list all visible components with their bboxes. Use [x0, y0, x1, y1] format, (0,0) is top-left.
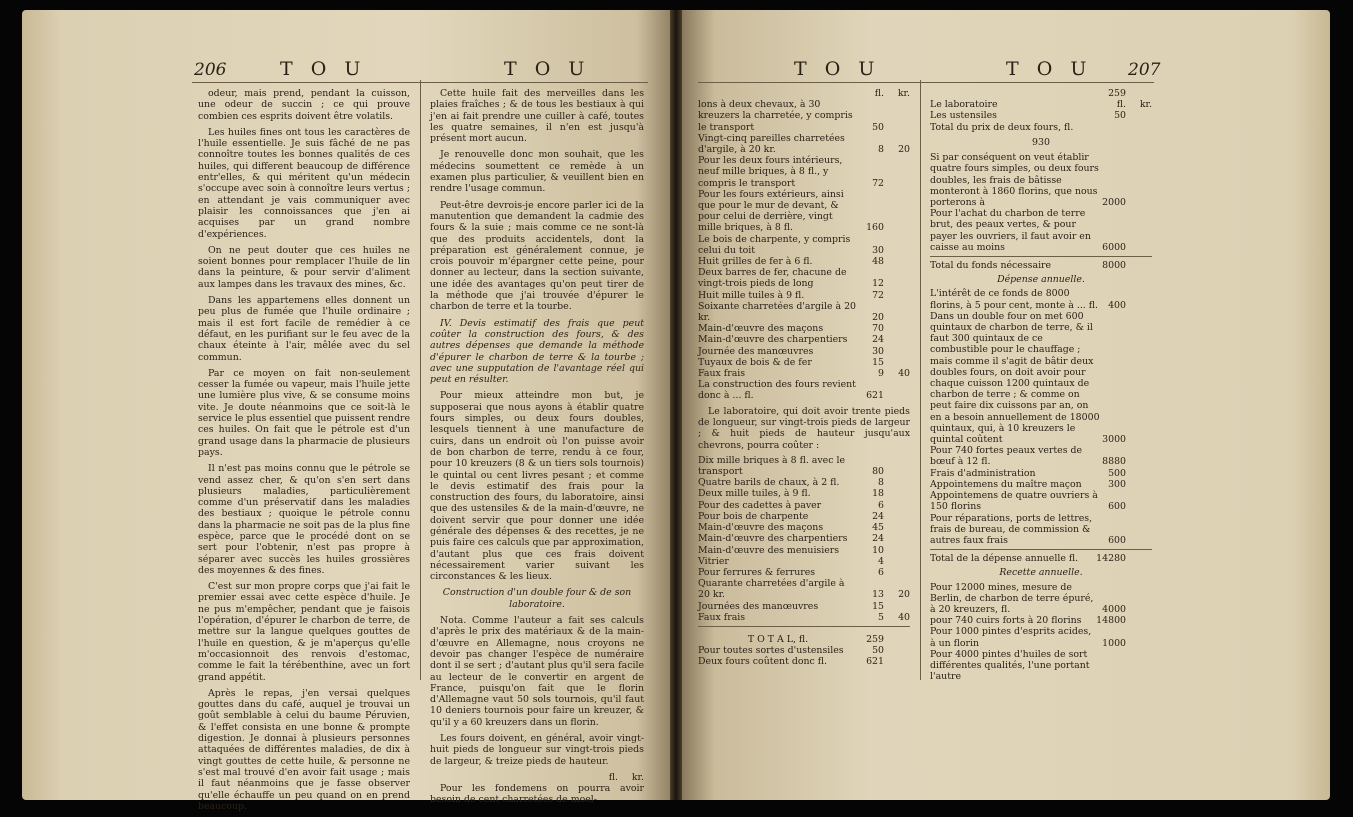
ledger-label: Dans un double four on met 600 quintaux de charbon de terre, & il faut 300 quintaux de ce combustible pour le chauffage ; mais comme il s'agit de bâtir deux doubles fours, on doit avoir pour chaque cuisson 1200 quintaux de charbon de terre ; & comme on peut faire dix cuissons par an, on en a besoin annuellement de 18000 quintaux, qui, à 10 kreuzers le quintal coûtent — [930, 310, 1100, 446]
batisse-text: Si par conséquent on veut établir quatre fours simples, ou deux fours doubles, les frais de bâtisse monteront à 1860 florins, que nous porterons à — [930, 152, 1099, 208]
ledger-kr — [884, 346, 910, 357]
ledger-row — [698, 477, 910, 488]
ledger-fl: 20 — [872, 312, 884, 324]
ledger-kr — [1126, 110, 1152, 121]
ledger-row — [698, 234, 910, 256]
ledger-row — [930, 208, 1152, 253]
ledger-fl: 24 — [872, 334, 884, 346]
ledger-row — [930, 649, 1152, 683]
ledger-fl: 72 — [872, 289, 884, 301]
ledger-fl: 3000 — [1102, 434, 1126, 446]
fours-cost-table — [698, 99, 910, 401]
ledger-kr — [884, 99, 910, 133]
caisse-table — [930, 208, 1152, 253]
ledger-row — [698, 133, 910, 155]
ledger-label: Vitrier — [698, 555, 729, 567]
total-value: 259 — [866, 633, 884, 645]
ledger-kr — [1126, 122, 1152, 133]
ledger-kr — [884, 267, 910, 289]
laboratoire-total — [698, 630, 910, 645]
ledger-row — [698, 346, 910, 357]
unit-kr: kr. — [631, 771, 644, 783]
ledger-fl: 8 — [878, 144, 884, 156]
ledger-kr: 20 — [898, 144, 910, 156]
ledger-fl: 8 — [878, 477, 884, 489]
ledger-label: Pour l'achat du charbon de terre brut, des peaux vertes, & pour payer les ouvriers, il faut avoir en caisse au moins — [930, 208, 1091, 253]
ledger-kr — [884, 301, 910, 323]
ledger-kr — [884, 290, 910, 301]
fund-value: 8000 — [1102, 259, 1126, 271]
ledger-kr — [884, 189, 910, 234]
ledger-fl: 6 — [878, 566, 884, 578]
ledger-kr — [884, 488, 910, 499]
ledger-fl: 15 — [872, 600, 884, 612]
ledger-kr — [1126, 479, 1152, 490]
running-head-right: T O U — [794, 58, 881, 80]
ledger-row — [930, 626, 1152, 648]
depense-table — [930, 288, 1152, 546]
ledger-label: Deux fours coûtent donc fl. — [698, 656, 827, 668]
ledger-label: Soixante charretées d'argile à 20 kr. — [698, 300, 856, 324]
ledger-kr — [884, 379, 910, 401]
ledger-label: Faux frais — [698, 611, 746, 623]
left-column-2 — [430, 88, 644, 811]
ledger-kr — [1126, 288, 1152, 310]
ledger-fl: 10 — [872, 544, 884, 556]
ledger-label: Le bois de charpente, y compris celui du toit — [698, 233, 851, 256]
ledger-fl: 6 — [878, 499, 884, 511]
ledger-label: Appointemens de quatre ouvriers à 150 florins — [930, 490, 1098, 513]
ledger-fl: 80 — [872, 466, 884, 478]
paragraph: Les fours doivent, en général, avoir vingt-huit pieds de longueur sur vingt-trois pieds de largeur, & treize pieds de hauteur. — [430, 733, 644, 767]
ledger-row — [698, 488, 910, 499]
left-column-1 — [198, 88, 410, 817]
ledger-label: Pour les deux fours intérieurs, neuf mille briques, à 8 fl., y compris le transport — [698, 155, 843, 189]
ledger-kr — [1126, 649, 1152, 683]
ledger-kr — [884, 256, 910, 267]
ledger-row — [930, 615, 1152, 626]
ledger-row — [930, 582, 1152, 616]
ledger-fl: 15 — [872, 356, 884, 368]
ledger-fl: 160 — [866, 222, 884, 234]
ledger-kr — [884, 511, 910, 522]
ledger-kr — [884, 601, 910, 612]
ledger-row — [698, 612, 910, 623]
ledger-kr — [884, 455, 910, 477]
paragraph: Il n'est pas moins connu que le pétrole se vend assez cher, & qu'on s'en sert dans plusieurs maladies, particulièrement comme d'un préservatif dans les maladies des bestiaux ; quoique le pétrole connu dans la pharmacie ne soit pas de la plus fine espèce, parce que le procédé dont on se sert pour l'obtenir, n'est pas propre à séparer avec succès les huiles grossières des moyennes & des fines. — [198, 463, 410, 576]
ledger-row — [698, 556, 910, 567]
unit-fl: fl. — [608, 771, 618, 783]
ledger-label: Total du prix de deux fours, fl. — [930, 121, 1074, 133]
total-price-table — [930, 88, 1152, 133]
ledger-kr — [884, 645, 910, 656]
ledger-fl: 70 — [872, 323, 884, 335]
paragraph: Les huiles fines ont tous les caractères de l'huile essentielle. Je suis fâché de ne pas connoître toutes les bonnes qualités de ces huiles, qui different beaucoup de différence entr'elles, & qui méritent qu'un médecin s'occupe avec soin à connoître leurs vertus ; en attendant je vais communiquer avec plaisir les connoissances que j'en ai acquises par un grand nombre d'expériences. — [198, 126, 410, 240]
ledger-label: Main-d'œuvre des charpentiers — [698, 334, 848, 346]
paragraph: On ne peut douter que ces huiles ne soient bonnes pour remplacer l'huile de lin dans la peinture, & pour servir d'aliment aux lampes dans les travaux des mines, &c. — [198, 244, 410, 290]
column-divider-right — [920, 80, 921, 680]
ledger-fl: 24 — [872, 533, 884, 545]
ledger-row — [698, 578, 910, 600]
ledger-fl: 13 — [872, 589, 884, 601]
ledger-kr — [1126, 513, 1152, 547]
heading-depense: Dépense annuelle. — [997, 274, 1085, 286]
column-divider-left — [420, 80, 421, 680]
paragraph: Peut-être devrois-je encore parler ici de la manutention que demandent la cadmie des fours & la suie ; mais comme ce ne sont-là que des produits accidentels, dont la préparation est généralement connue, je crois pouvoir m'épargner cette peine, pour donner au lecteur, dans la section suivante, une idée des avantages qu'on peut tirer de la méthode que j'ai trouvée d'épurer le charbon de terre et la tourbe. — [430, 199, 644, 313]
ledger-fl: 4 — [878, 555, 884, 567]
ledger-kr: 40 — [898, 368, 910, 380]
ledger-kr — [1126, 468, 1152, 479]
ledger-row — [698, 357, 910, 368]
ledger-fl: 9 — [878, 368, 884, 380]
annual-label: Total de la dépense annuelle fl. — [930, 553, 1079, 565]
ledger-row — [930, 110, 1152, 121]
ledger-fl: 30 — [872, 244, 884, 256]
ledger-label: Pour toutes sortes d'ustensiles — [698, 645, 844, 657]
ledger-fl: 600 — [1108, 501, 1126, 513]
ledger-fl: 500 — [1108, 467, 1126, 479]
ledger-fl: 45 — [872, 522, 884, 534]
ledger-label: Pour ferrures & ferrures — [698, 566, 816, 578]
ledger-label: Pour bois de charpente — [698, 510, 809, 522]
ledger-kr — [884, 500, 910, 511]
left-col2-paragraphs-b — [430, 390, 644, 582]
ledger-fl: 600 — [1108, 534, 1126, 546]
ledger-label: Pour 1000 pintes d'esprits acides, à un florin — [930, 626, 1092, 649]
page-number-left: 206 — [194, 60, 227, 80]
ledger-row — [698, 155, 910, 189]
ledger-kr — [884, 545, 910, 556]
ledger-label: Pour 4000 pintes d'huiles de sort différentes qualités, l'une portant l'autre — [930, 648, 1090, 683]
ledger-label: Deux mille tuiles, à 9 fl. — [698, 488, 811, 500]
ledger-kr — [1126, 615, 1152, 626]
ledger-row — [930, 479, 1152, 490]
ledger-label: Huit grilles de fer à 6 fl. — [698, 256, 813, 268]
ledger-kr — [884, 522, 910, 533]
right-column-2 — [930, 88, 1152, 682]
ledger-row — [698, 511, 910, 522]
ledger-label: Tuyaux de bois & de fer — [698, 356, 812, 368]
ledger-row — [698, 256, 910, 267]
ledger-row — [698, 379, 910, 401]
ledger-kr: kr. — [1139, 99, 1152, 111]
ledger-label: pour 740 cuirs forts à 20 florins — [930, 615, 1082, 627]
ledger-row — [698, 290, 910, 301]
ledger-label: Main-d'œuvre des charpentiers — [698, 533, 848, 545]
ledger-row — [698, 522, 910, 533]
right-col1-units — [698, 88, 910, 99]
ledger-label: Pour 12000 mines, mesure de Berlin, de charbon de terre épuré, à 20 kreuzers, fl. — [930, 581, 1094, 616]
paragraph: odeur, mais prend, pendant la cuisson, une odeur de succin ; ce qui prouve combien ces esprits doivent être volatils. — [198, 88, 410, 122]
ledger-row — [698, 334, 910, 345]
ledger-fl: 14800 — [1096, 615, 1126, 627]
running-head-right-2: T O U — [1006, 58, 1093, 80]
ledger-row — [930, 445, 1152, 467]
ledger-label: Main-d'œuvre des maçons — [698, 522, 824, 534]
left-col2-end: Pour les fondemens on pourra avoir besoin de cent charretées de moel- — [430, 783, 644, 806]
ledger-row — [930, 513, 1152, 547]
ledger-label: Deux barres de fer, chacune de vingt-trois pieds de long — [698, 267, 847, 290]
ledger-kr — [884, 656, 910, 667]
construction-heading: Construction d'un double four & de son laboratoire. — [442, 587, 632, 610]
right-page — [676, 10, 1330, 800]
ledger-row — [698, 567, 910, 578]
ledger-fl: 1000 — [1102, 637, 1126, 649]
ledger-fl — [1096, 649, 1126, 683]
ledger-fl: 50 — [872, 121, 884, 133]
ledger-fl: 30 — [872, 345, 884, 357]
paragraph: Je renouvelle donc mon souhait, que les médecins soumettent ce remède à un examen plus particulier, & veuillent bien en rendre l'usage commun. — [430, 149, 644, 195]
ledger-label: Main-d'œuvre des menuisiers — [698, 544, 840, 556]
annual-rule — [930, 549, 1152, 550]
bâtisse-row — [930, 152, 1152, 208]
left-page — [22, 10, 676, 812]
ledger-fl: 6000 — [1102, 241, 1126, 253]
running-head-left-2: T O U — [504, 58, 591, 80]
ledger-kr — [884, 567, 910, 578]
ledger-label: Huit mille tuiles à 9 fl. — [698, 289, 805, 301]
ledger-row — [698, 645, 910, 656]
ledger-label: Journées des manœuvres — [698, 600, 819, 612]
paragraph: C'est sur mon propre corps que j'ai fait le premier essai avec cette espèce d'huile. Je ne pus m'empêcher, pendant que je faisois l'opération, d'épurer le charbon de terre, de mettre sur la langue quelques gouttes de l'huile en question, & je m'aperçus qu'elle m'occasionnoit des renvois d'estomac, comme le fait la térébenthine, avec un fort grand appétit. — [198, 581, 410, 683]
ledger-label: Faux frais — [698, 368, 746, 380]
ledger-label: Journée des manœuvres — [698, 345, 814, 357]
left-col2-paragraphs-c — [430, 615, 644, 767]
book-spine — [670, 10, 682, 800]
ledger-row — [930, 288, 1152, 310]
ledger-fl: 48 — [872, 256, 884, 268]
laboratoire-intro: Le laboratoire, qui doit avoir trente pieds de longueur, sur vingt-trois pieds de largeur ; & huit pieds de hauteur jusqu'aux chevrons, pourra coûter : — [698, 405, 910, 451]
ledger-label: Vingt-cinq pareilles charretées d'argile, à 20 kr. — [698, 132, 845, 156]
head-rule-right — [698, 82, 1154, 83]
page-number-right: 207 — [1128, 60, 1161, 80]
ledger-label: Pour des cadettes à paver — [698, 499, 822, 511]
ledger-row — [698, 500, 910, 511]
ledger-fl: 259 fl. — [1108, 88, 1126, 111]
ledger-kr — [1126, 582, 1152, 616]
ledger-kr: 40 — [898, 611, 910, 623]
ledger-row — [698, 99, 910, 133]
ledger-fl: 18 — [872, 488, 884, 500]
ledger-row — [930, 468, 1152, 479]
heading-recette: Recette annuelle. — [999, 567, 1083, 579]
ledger-row — [698, 267, 910, 289]
ledger-kr — [1126, 626, 1152, 648]
ustensiles-table — [698, 645, 910, 667]
ledger-label: Le laboratoire — [930, 99, 998, 111]
ledger-kr — [884, 533, 910, 544]
ledger-kr — [1126, 311, 1152, 445]
ledger-label: Appointemens du maître maçon — [930, 478, 1082, 490]
right-column-1 — [698, 88, 910, 668]
ledger-label: Pour réparations, ports de lettres, frais de bureau, de commission & autres faux frais — [930, 512, 1093, 546]
ledger-row — [698, 533, 910, 544]
fund-label: Total du fonds nécessaire — [930, 259, 1052, 271]
ledger-fl: 8880 — [1102, 456, 1126, 468]
paragraph: Pour mieux atteindre mon but, je supposerai que nous ayons à établir quatre fours simples, ou deux fours doubles, lesquels tiennent à une manufacture de cuirs, dans un endroit où l'on puisse avoir de bon charbon de terre, rendu à ce four, pour 10 kreuzers (8 & un tiers sols tournois) le quintal ou cent livres pesant ; et comme le devis estimatif des frais pour la construction des fours, du laboratoire, ainsi que des ustensiles & de la main-d'œuvre, ne doivent servir que pour donner une idée générale des dépenses & des recettes, je ne puis faire ces calculs que par approximation, d'autant plus que ces frais doivent nécessairement varier suivant les circonstances & les lieux. — [430, 390, 644, 583]
ledger-kr — [1126, 208, 1152, 253]
ledger-kr — [884, 556, 910, 567]
ledger-label: Frais d'administration — [930, 467, 1036, 479]
ledger-kr — [884, 323, 910, 334]
ledger-kr — [884, 477, 910, 488]
ledger-row — [698, 545, 910, 556]
annual-total — [930, 553, 1152, 564]
ledger-label: Main-d'œuvre des maçons — [698, 323, 824, 335]
fund-rule — [930, 256, 1152, 257]
ledger-kr — [884, 234, 910, 256]
ledger-label: Pour 740 fortes peaux vertes de bœuf à 12 fl. — [930, 445, 1083, 468]
unit-kr-right: kr. — [897, 88, 910, 99]
ledger-fl: 5 — [878, 611, 884, 623]
running-head-left: T O U — [280, 58, 367, 80]
section-heading-iv: IV. Devis estimatif des frais que peut coûter la construction des fours, & des autres dépenses que demande la méthode d'épurer le charbon de terre & la tourbe ; avec une supputation de l'avantage réel qui peut en résulter. — [430, 317, 644, 386]
paragraph: Dans les appartemens elles donnent un peu plus de fumée que l'huile ordinaire ; mais il est fort facile de remédier à ce défaut, en les purifiant sur le feu avec de la chaux éteinte à l'air, mêlée avec du sel commun. — [198, 295, 410, 363]
ledger-label: Quarante charretées d'argile à 20 kr. — [698, 578, 845, 601]
open-book — [22, 10, 1330, 812]
total-rule — [698, 626, 910, 627]
ledger-row — [930, 490, 1152, 512]
ledger-fl: 400 — [1108, 299, 1126, 311]
ledger-kr — [884, 155, 910, 189]
ledger-fl: 621 — [866, 390, 884, 402]
ledger-kr — [1126, 490, 1152, 512]
ledger-row — [930, 88, 1152, 110]
unit-fl-right: fl. — [874, 88, 884, 99]
laboratoire-cost-table — [698, 455, 910, 623]
ledger-row — [698, 455, 910, 477]
ledger-label: L'intérêt de ce fonds de 8000 florins, à 5 pour cent, monte à ... fl. — [930, 288, 1098, 311]
ledger-kr — [1126, 445, 1152, 467]
ledger-fl: 12 — [872, 278, 884, 290]
paragraph: Par ce moyen on fait non-seulement cesser la fumée ou vapeur, mais l'huile jette une lumière plus vive, & se consume moins vite. Je doute néanmoins que ce soit-là le service le plus essentiel que puissent rendre ces huiles. On fait que le pétrole est d'un grand usage dans la pharmacie de plusieurs pays. — [198, 367, 410, 458]
ledger-row — [930, 311, 1152, 445]
ledger-row — [698, 301, 910, 323]
ledger-label: La construction des fours revient donc à ... fl. — [698, 379, 856, 402]
paragraph: Nota. Comme l'auteur a fait ses calculs d'après le prix des matériaux & de la main-d'œuvre en Allemagne, nous croyons ne devoir pas changer l'espèce de numéraire dont il se sert ; d'autant plus qu'il sera facile au lecteur de le convertir en argent de France, puisqu'on fait que le florin d'Allemagne vaut 50 sols tournois, qu'il faut 10 deniers tournois pour faire un kreuzer, & qu'il y a 60 kreuzers dans un florin. — [430, 615, 644, 728]
ledger-row — [698, 656, 910, 667]
ledger-kr — [884, 357, 910, 368]
paragraph: Après le repas, j'en versai quelques gouttes dans du café, auquel je trouvai un goût semblable à celui du baume Péruvien, & l'effet consista en une bonne & prompte digestion. Je donnai à plusieurs personnes attaquées de différentes maladies, de dix à vingt gouttes de cette huile, & personne ne s'est mal trouvé d'en avoir fait usage ; mais il faut néanmoins que je fasse observer qu'elle échauffe un peu quand on en prend beaucoup. — [198, 687, 410, 812]
fund-total — [930, 260, 1152, 271]
left-col2-paragraphs — [430, 88, 644, 313]
recette-table — [930, 582, 1152, 683]
ledger-label: Quatre barils de chaux, à 2 fl. — [698, 477, 840, 489]
ledger-fl: 24 — [872, 510, 884, 522]
ledger-label: Dix mille briques à 8 fl. avec le transport — [698, 454, 845, 478]
ledger-row — [930, 122, 1152, 133]
ledger-row — [698, 189, 910, 234]
ledger-fl: 621 — [866, 656, 884, 668]
sum-930: 930 — [1032, 136, 1050, 148]
total-label: T O T A L, fl. — [747, 633, 809, 645]
ledger-label: Pour les fours extérieurs, ainsi que pour le mur de devant, & pour celui de derrière, vingt mille briques, à 8 fl. — [698, 188, 844, 234]
annual-value: 14280 — [1096, 553, 1126, 565]
ledger-label: lons à deux chevaux, à 30 kreuzers la charretée, y compris le transport — [698, 99, 853, 133]
ledger-kr: 20 — [898, 589, 910, 601]
ledger-fl: 72 — [872, 177, 884, 189]
ledger-fl: 300 — [1108, 478, 1126, 490]
paragraph: Cette huile fait des merveilles dans les plaies fraîches ; & de tous les bestiaux à qui j'en ai fait prendre une cuiller à café, toutes les quatre semaines, il n'en est jusqu'à présent mort aucun. — [430, 88, 644, 145]
ledger-fl: 50 — [1114, 110, 1126, 122]
ledger-fl: 50 — [872, 645, 884, 657]
batisse-value: 2000 — [1102, 196, 1126, 208]
ledger-fl — [1100, 122, 1126, 133]
ledger-label: Les ustensiles — [930, 110, 997, 122]
ledger-row — [698, 368, 910, 379]
left-units-row — [430, 772, 644, 783]
ledger-row — [698, 323, 910, 334]
ledger-fl: 4000 — [1102, 604, 1126, 616]
ledger-kr — [884, 334, 910, 345]
ledger-row — [698, 601, 910, 612]
